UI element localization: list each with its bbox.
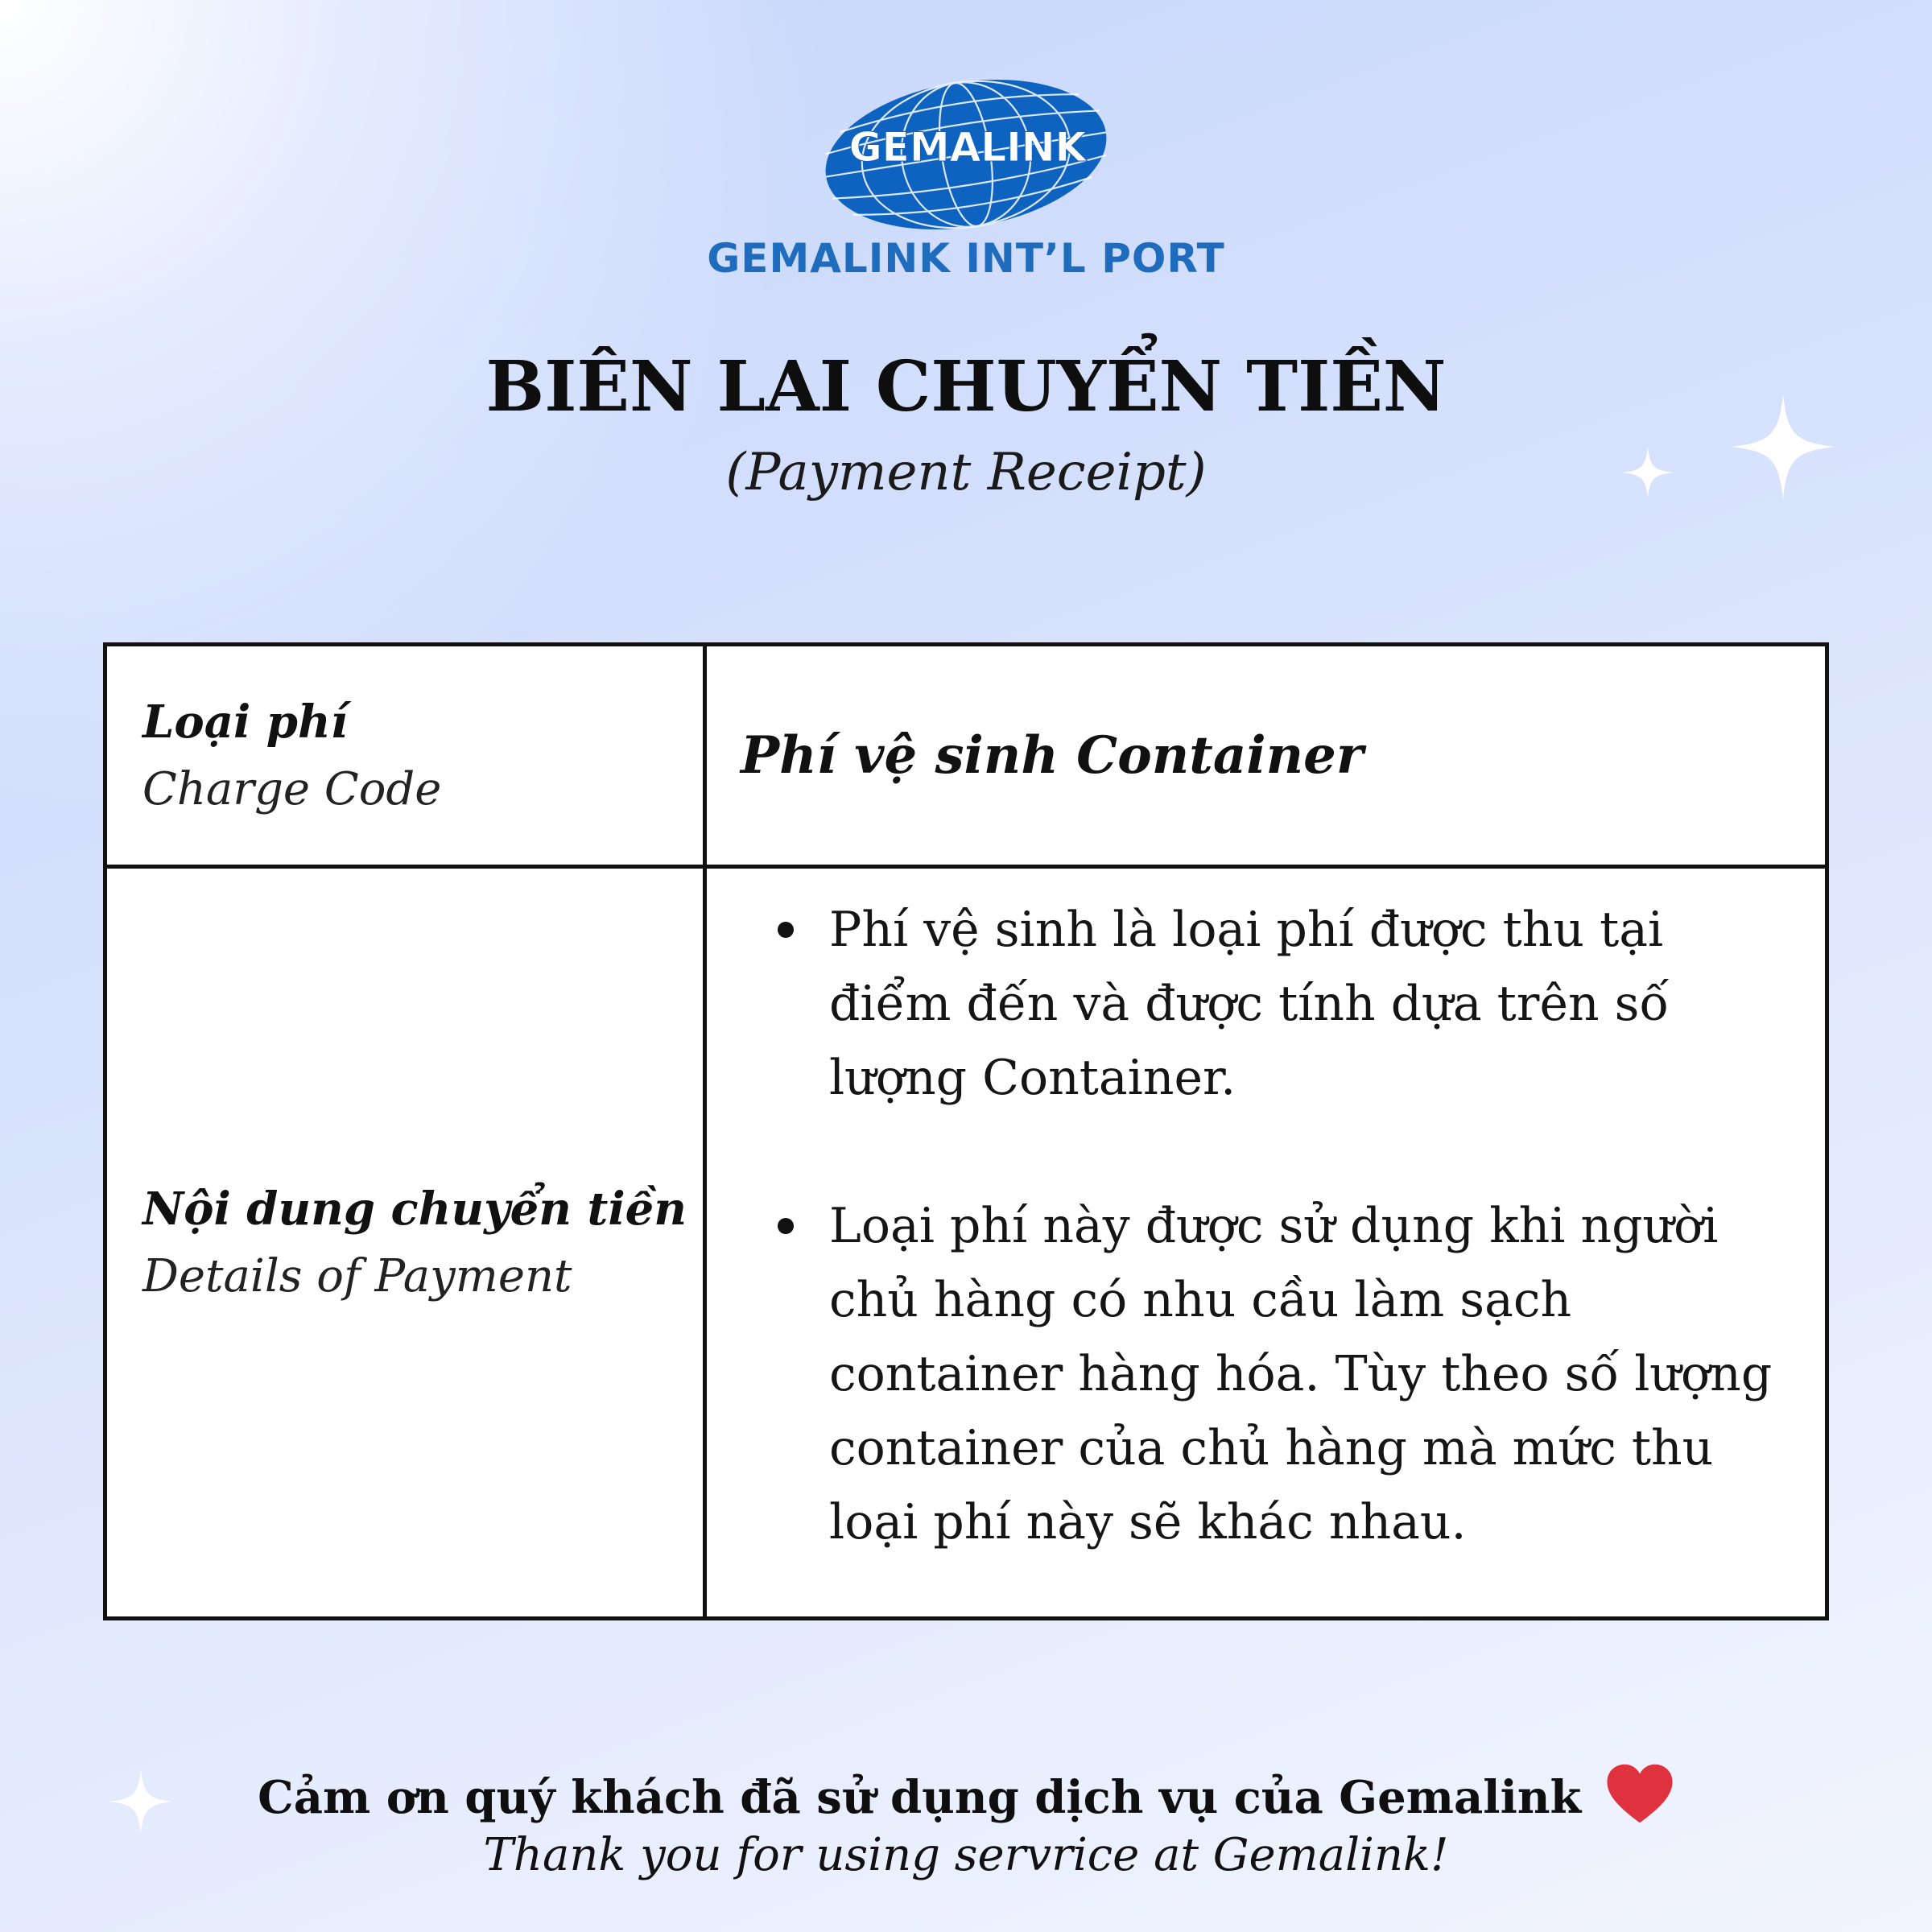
charge-code-label-en: Charge Code [142, 762, 442, 815]
company-name: GEMALINK INT’L PORT [707, 235, 1225, 282]
bullet-icon [778, 1218, 794, 1234]
charge-code-value: Phí vệ sinh Container [741, 725, 1364, 786]
charge-code-label-cell [105, 645, 705, 867]
table-row [105, 867, 1827, 1619]
details-list [755, 893, 1793, 1559]
payment-details-label-vi: Nội dung chuyển tiền [142, 1182, 687, 1236]
thanks-message-vi [0, 1763, 1932, 1824]
receipt-table [103, 642, 1829, 1620]
page-subtitle: (Payment Receipt) [725, 443, 1207, 502]
list-item [755, 1189, 1793, 1559]
thanks-message-en: Thank you for using servrice at Gemalink! [483, 1829, 1449, 1881]
sparkle-icon [1622, 447, 1674, 498]
sparkle-icon [1731, 394, 1835, 499]
gemalink-logo [821, 74, 1111, 235]
logo-text: GEMALINK [848, 124, 1087, 171]
charge-code-value-cell [705, 645, 1827, 867]
list-item [755, 893, 1793, 1115]
payment-details-label-en: Details of Payment [142, 1249, 572, 1302]
payment-details-cell [705, 867, 1827, 1619]
bullet-icon [778, 922, 794, 938]
table-row [105, 645, 1827, 867]
page-title: BIÊN LAI CHUYỂN TIỀN [485, 346, 1447, 427]
charge-code-label-vi: Loại phí [142, 695, 348, 749]
payment-details-label-cell [105, 867, 705, 1619]
detail-text: Loại phí này được sử dụng khi người chủ hàng có nhu cầu làm sạch container hàng hóa. Tùy theo số lượng container của chủ hàng mà mức thu loại phí này sẽ khác nhau. [829, 1198, 1773, 1550]
thanks-text-vi: Cảm ơn quý khách đã sử dụng dịch vụ của Gemalink [258, 1771, 1582, 1824]
detail-text: Phí vệ sinh là loại phí được thu tại điểm đến và được tính dựa trên số lượng Container. [829, 902, 1670, 1106]
heart-icon [1605, 1763, 1674, 1824]
